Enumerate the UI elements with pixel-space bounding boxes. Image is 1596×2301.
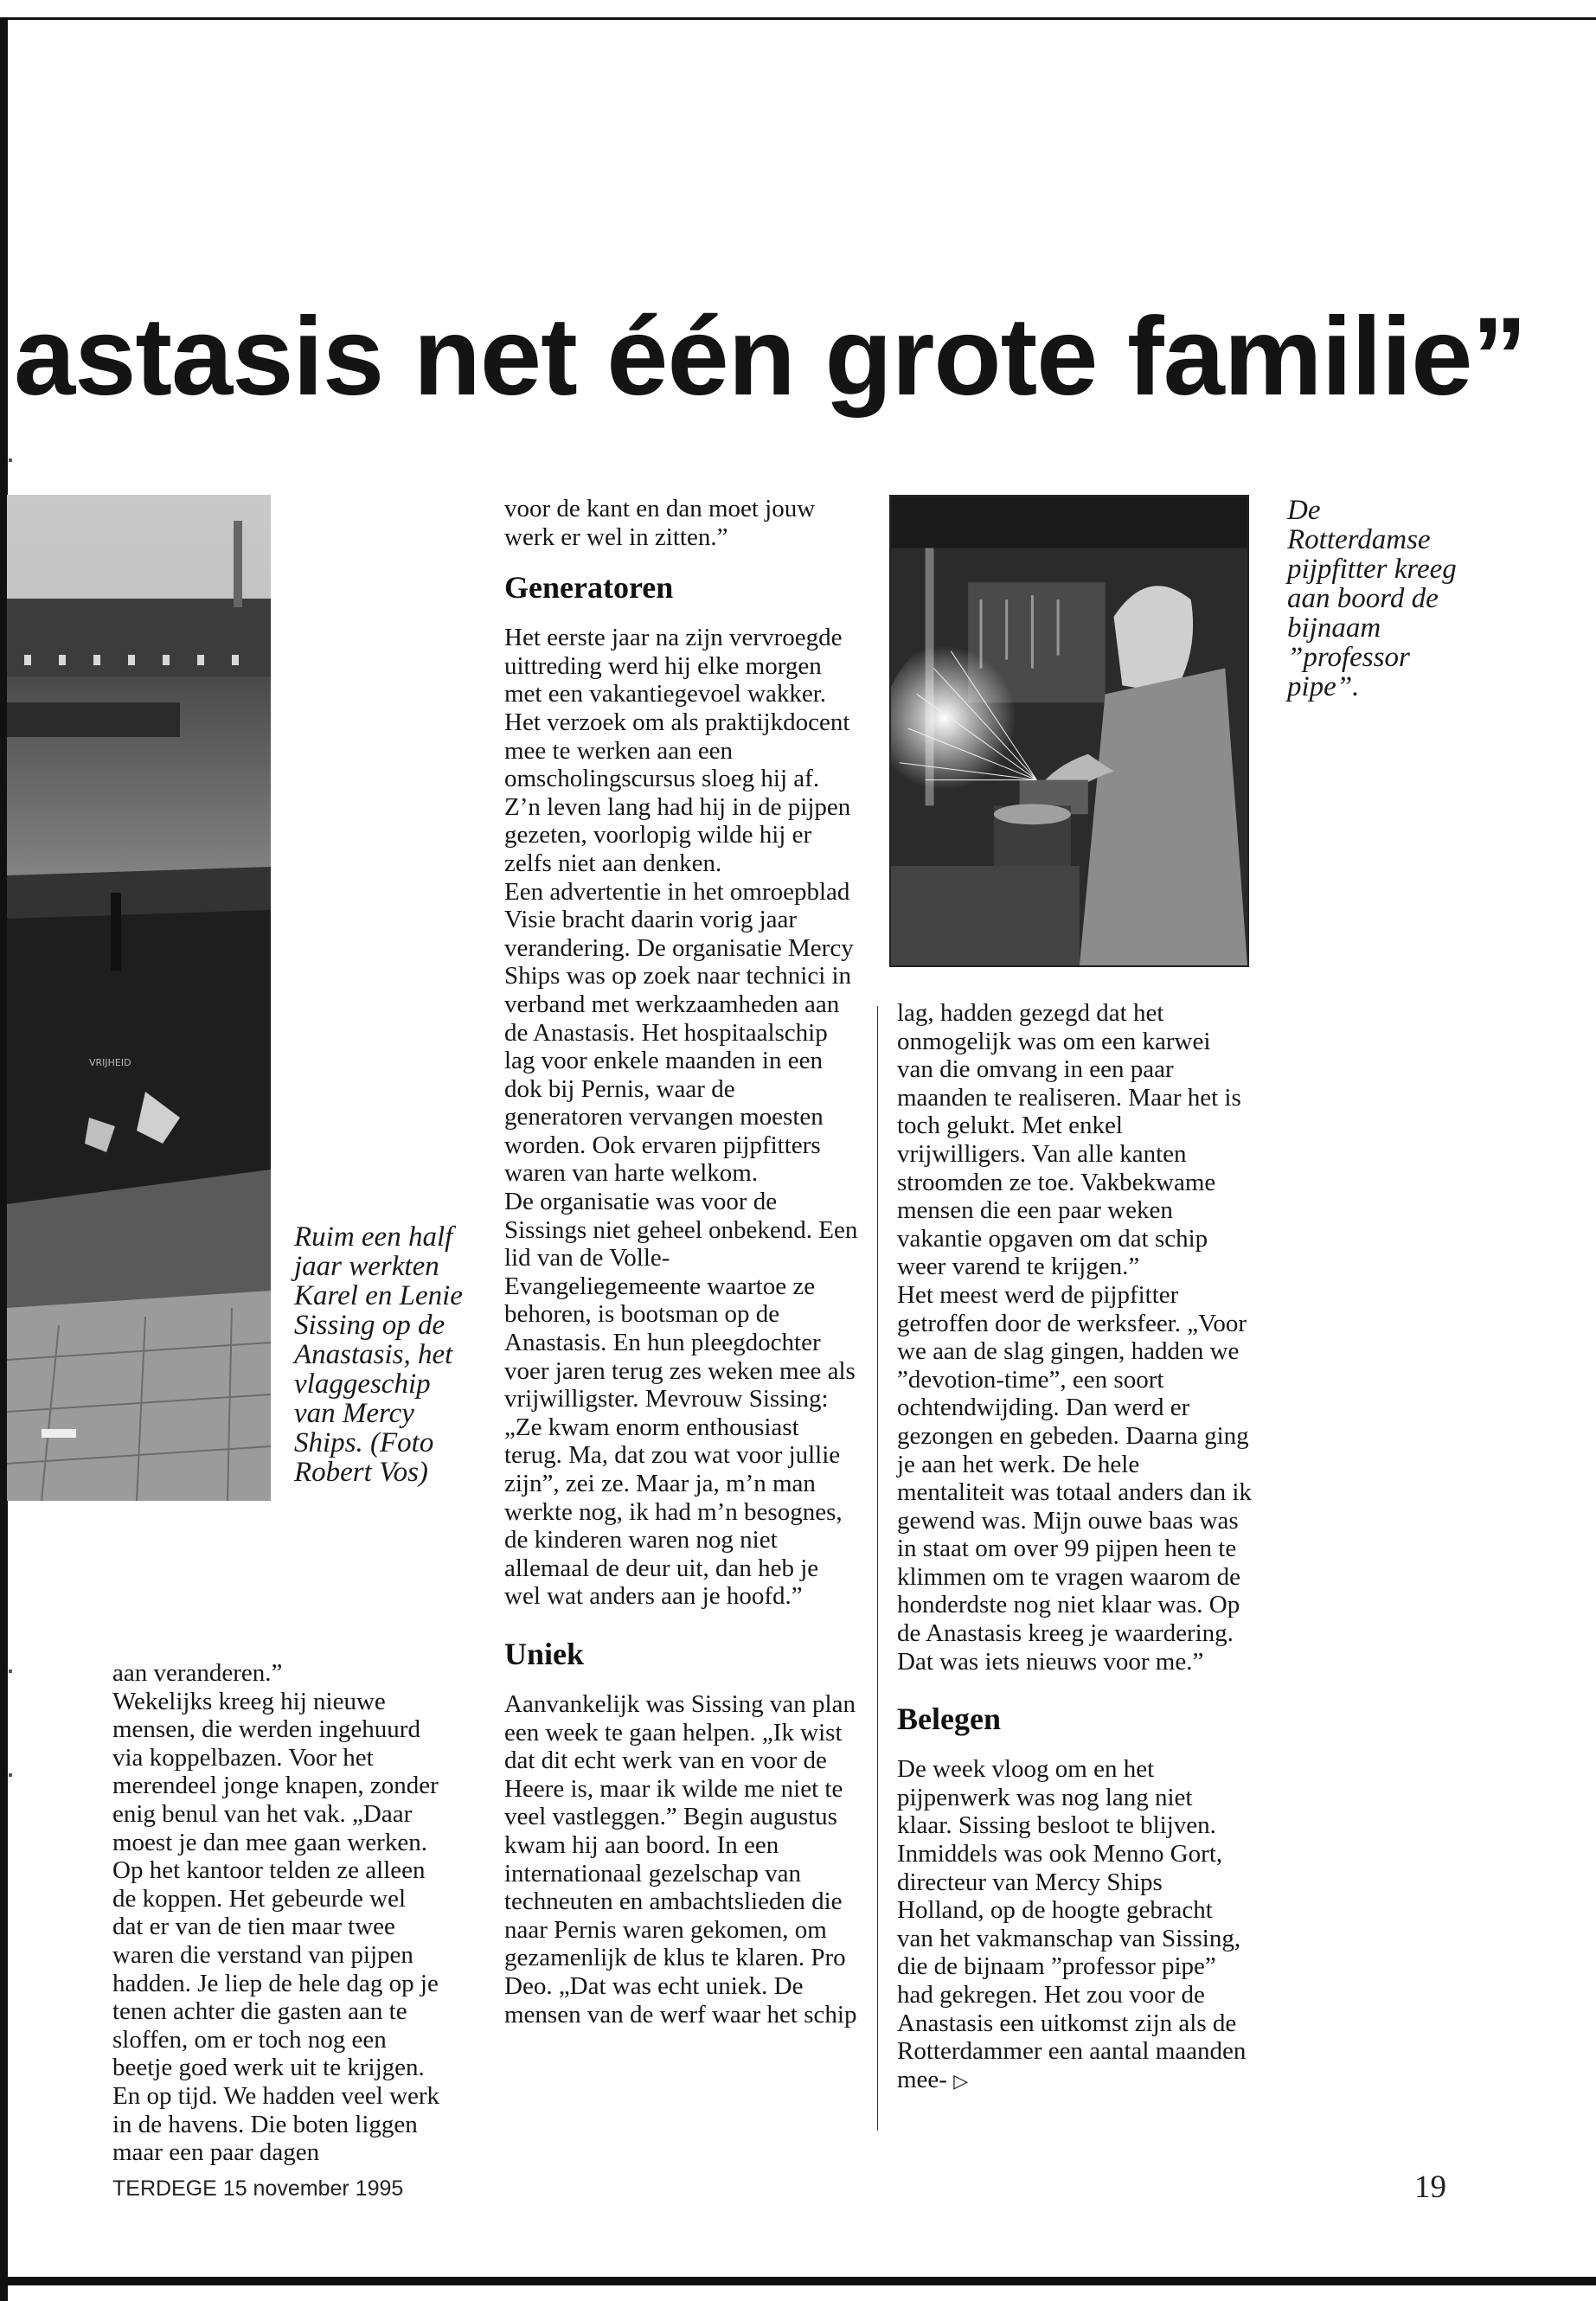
page-number: 19 [1414,2170,1446,2205]
paragraph: aan veranderen.” [112,1659,283,1687]
paragraph: lag, hadden gezegd dat het onmogelijk was om een karwei van die omvang in een paar maanden te realiseren. Maar het is toch gelukt. Met enkel vrijwilligers. Van alle kanten stroomden ze toe. Vakbekwame mensen die een paar weken vakantie opgaven om dat schip weer varend te krijgen.” [897,999,1241,1281]
bottom-rule [0,2277,1596,2285]
section-heading-generatoren: Generatoren [504,570,674,606]
photo-caption-right: De Rotterdamse pijpfitter kreeg aan boord de bijnaam ”professor pipe”. [1287,495,1457,702]
article-column-1 [112,1659,441,2167]
footer-publication: TERDEGE 15 november 1995 [112,2176,404,2201]
article-column-3 [897,999,1252,2095]
paragraph: Aanvankelijk was Sissing van plan een week te gaan helpen. „Ik wist dat dit echt werk van en voor de Heere is, maar ik wilde me niet te veel vastleggen.” Begin augustus kwam hij aan boord. In een internationaal gezelschap van techneuten en ambachtslieden die naar Pernis waren gekomen, om gezamenlijk de klus te klaren. Pro Deo. „Dat was echt uniek. De mensen van de werf waar het schip [504,1689,857,2029]
article-headline: astasis net één grote familie” [14,295,1527,419]
pipefitter-photo [889,495,1249,967]
section-heading-belegen: Belegen [897,1702,1001,1737]
margin-tick [9,1773,12,1777]
photo-caption-left: Ruim een half jaar werkten Karel en Lenie Sissing op de Anastasis, het vlaggeschip van Mercy Ships. (Foto Robert Vos) [294,1221,463,1488]
paragraph: voor de kant en dan moet jouw werk er wel in zitten.” [504,495,816,551]
column-divider [877,1006,878,2131]
margin-tick [9,458,12,462]
paragraph: De organisatie was voor de Sissings niet geheel onbekend. Een lid van de Volle-Evangeliegemeente waartoe ze behoren, is bootsman op de Anastasis. En hun pleegdochter voer jaren terug zes weken mee als vrijwilligster. Mevrouw Sissing: „Ze kwam enorm enthousiast terug. Ma, dat zou wat voor jullie zijn”, zei ze. Maar ja, m’n man werkte nog, ik had m’n besognes, de kinderen waren nog niet allemaal de deur uit, dan heb je wel wat anders aan je hoofd.” [504,1188,858,1611]
paragraph: Het eerste jaar na zijn vervroegde uittreding werd hij elke morgen met een vakantiegevoel wakker. Het verzoek om als praktijkdocent mee te werken aan een omscholingscursus sloeg hij af. Z’n leven lang had hij in de pijpen gezeten, voorlopig wilde hij er zelfs niet aan denken. [504,624,851,877]
ship-name-lettering: VRIJHEID [89,1057,131,1068]
margin-tick [9,1670,12,1673]
paragraph: Een advertentie in het omroepblad Visie bracht daarin vorig jaar verandering. De organisatie Mercy Ships was op zoek naar technici in verband met werkzaamheden aan de Anastasis. Het hospitaalschip lag voor enkele maanden in een dok bij Pernis, waar de generatoren vervangen moesten worden. Ook ervaren pijpfitters waren van harte welkom. [504,877,854,1188]
continue-arrow-icon: ▷ [953,2069,969,2092]
paragraph-text: De week vloog om en het pijpenwerk was nog lang niet klaar. Sissing besloot te blijven. Inmiddels was ook Menno Gort, directeur van Mercy Ships Holland, op de hoogte gebracht van het vakmanschap van Sissing, die de bijnaam ”professor pipe” had gekregen. Het zou voor de Anastasis een uitkomst zijn als de Rotterdammer een aantal maanden mee- [897,1755,1247,2093]
ship-photo [7,495,271,1501]
paragraph [897,1755,1252,2095]
section-heading-uniek: Uniek [504,1636,585,1671]
paragraph: Wekelijks kreeg hij nieuwe mensen, die werden ingehuurd via koppelbazen. Voor het merendeel jonge knapen, zonder enig benul van het vak. „Daar moest je dan mee gaan werken. Op het kantoor telden ze alleen de koppen. Het gebeurde wel dat er van de tien maar twee waren die verstand van pijpen hadden. Je liep de hele dag op je tenen achter die gasten aan te sloffen, om er toch nog een beetje goed werk uit te krijgen. En op tijd. We hadden veel werk in de havens. Die boten liggen maar een paar dagen [112,1687,440,2167]
paragraph: Het meest werd de pijpfitter getroffen door de werksfeer. „Voor we aan de slag gingen, hadden we ”devotion-time”, een soort ochtendwijding. Dan werd er gezongen en gebeden. Daarna ging je aan het werk. De hele mentaliteit was totaal anders dan ik gewend was. Mijn ouwe baas was in staat om over 99 pijpen heen te klimmen om te vragen waarom de honderdste nog niet klaar was. Op de Anastasis kreeg je waardering. Dat was iets nieuws voor me.” [897,1280,1252,1676]
top-rule [0,17,1596,20]
article-column-2 [504,495,859,2029]
